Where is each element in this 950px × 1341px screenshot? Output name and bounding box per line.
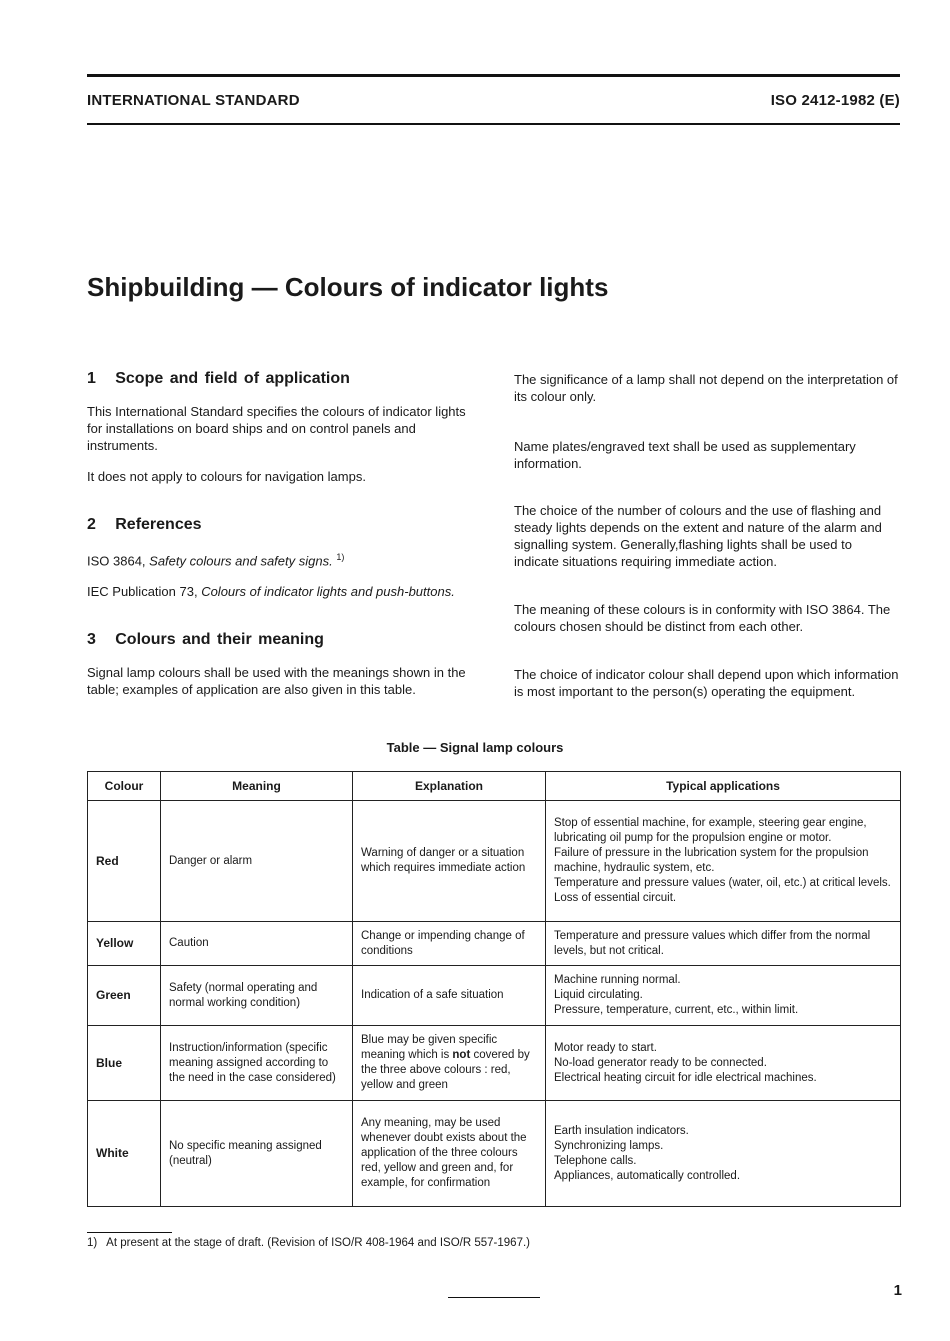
table-row-red — [88, 801, 901, 922]
application-line: Motor ready to start. — [554, 1041, 657, 1054]
application-line: Loss of essential circuit. — [554, 892, 677, 904]
explanation-text: Blue may be given specific meaning which is — [361, 1034, 498, 1061]
reference-2-title: Colours of indicator lights and push-buttons. — [201, 584, 455, 600]
applications-cell — [546, 966, 901, 1026]
colour-cell: Red — [88, 801, 161, 922]
application-line: Temperature and pressure values which differ from the normal levels, but not critical. — [554, 929, 871, 957]
explanation-cell: Change or impending change of conditions — [353, 922, 546, 966]
header-meaning: Meaning — [161, 772, 353, 801]
table-row-yellow — [88, 922, 901, 966]
applications-cell — [546, 1026, 901, 1101]
application-line: No-load generator ready to be connected. — [554, 1056, 767, 1069]
header-typical-applications: Typical applications — [546, 772, 901, 801]
table-row-blue — [88, 1026, 901, 1101]
section-1-heading: 1 Scope and field of application — [87, 370, 350, 387]
application-line: Telephone calls. — [554, 1154, 637, 1167]
colour-cell: Green — [88, 966, 161, 1026]
explanation-cell: Indication of a safe situation — [353, 966, 546, 1026]
application-line: Temperature and pressure values (water, oil, etc.) at critical levels. — [554, 877, 891, 889]
explanation-cell: Warning of danger or a situation which requires immediate action — [353, 801, 546, 922]
meaning-cell: Danger or alarm — [161, 801, 353, 922]
header-standard-number: ISO 2412-1982 (E) — [770, 92, 900, 109]
colour-cell: Yellow — [88, 922, 161, 966]
application-line: Appliances, automatically controlled. — [554, 1169, 741, 1182]
header-colour: Colour — [88, 772, 161, 801]
header-document-type: INTERNATIONAL STANDARD — [87, 92, 300, 109]
right-paragraph-3: The choice of the number of colours and the use of flashing and steady lights depends on the extent and nature of the alarm and signalling system. Generally,flashing lights shall be used to indicate situations requiring immediate action. — [514, 503, 882, 569]
table-row-white — [88, 1101, 901, 1207]
application-line: Earth insulation indicators. — [554, 1124, 689, 1137]
application-line: Pressure, temperature, current, etc., within limit. — [554, 1004, 799, 1016]
meaning-cell: Caution — [161, 922, 353, 966]
explanation-text: covered by the three above colours : red, yellow and green — [361, 1049, 530, 1091]
reference-1-code: ISO 3864, — [87, 553, 150, 569]
reference-2-code: IEC Publication 73, — [87, 584, 202, 600]
table-header-row — [88, 772, 901, 801]
colour-cell: White — [88, 1101, 161, 1207]
section-1-paragraph-2: It does not apply to colours for navigation lamps. — [87, 469, 366, 484]
applications-cell — [546, 1101, 901, 1207]
section-2-heading: 2 References — [87, 516, 202, 533]
header-explanation: Explanation — [353, 772, 546, 801]
left-column — [87, 369, 474, 698]
reference-1 — [87, 549, 474, 569]
right-paragraph-5: The choice of indicator colour shall depend upon which information is most important to the person(s) operating the equipment. — [514, 667, 899, 699]
explanation-emphasis: not — [452, 1049, 471, 1061]
page-title: Shipbuilding — Colours of indicator lights — [87, 272, 609, 302]
application-line: Stop of essential machine, for example, steering gear engine, lubricating oil pump for the propulsion engine or motor. — [554, 817, 867, 844]
footnote-rule — [87, 1232, 172, 1233]
right-column — [514, 371, 900, 700]
page-bottom-rule — [448, 1297, 540, 1298]
applications-cell — [546, 922, 901, 966]
explanation-cell: Any meaning, may be used whenever doubt exists about the application of the three colours red, yellow and green and, for example, for confirmation — [353, 1101, 546, 1207]
section-3-paragraph-1: Signal lamp colours shall be used with the meanings shown in the table; examples of application are also given in this table. — [87, 665, 466, 698]
footnote-marker: 1) — [336, 552, 345, 562]
explanation-cell — [353, 1026, 546, 1101]
header-bottom-rule — [87, 123, 900, 125]
table-caption: Table — Signal lamp colours — [386, 740, 564, 755]
applications-cell — [546, 801, 901, 922]
application-line: Machine running normal. — [554, 974, 681, 986]
section-1-paragraph-1: This International Standard specifies the colours of indicator lights for installations on board ships and on control panels and instruments. — [87, 404, 466, 453]
reference-2 — [87, 583, 474, 600]
application-line: Electrical heating circuit for idle electrical machines. — [554, 1071, 817, 1084]
right-paragraph-4: The meaning of these colours is in conformity with ISO 3864. The colours chosen should be distinct from each other. — [514, 602, 891, 634]
table-row-green — [88, 966, 901, 1026]
section-3-heading: 3 Colours and their meaning — [87, 631, 324, 649]
application-line: Failure of pressure in the lubrication system for the propulsion machine, hydraulic system, etc. — [554, 847, 869, 874]
application-line: Liquid circulating. — [554, 989, 643, 1001]
colour-cell: Blue — [88, 1026, 161, 1101]
right-paragraph-2: Name plates/engraved text shall be used as supplementary information. — [514, 439, 856, 471]
page-number: 1 — [893, 1282, 902, 1299]
header-top-rule — [87, 74, 900, 77]
footnote: 1) At present at the stage of draft. (Revision of ISO/R 408-1964 and ISO/R 557-1967.) — [87, 1237, 530, 1249]
application-line: Synchronizing lamps. — [554, 1139, 664, 1152]
right-paragraph-1: The significance of a lamp shall not depend on the interpretation of its colour only. — [514, 372, 898, 404]
meaning-cell: Safety (normal operating and normal working condition) — [161, 966, 353, 1026]
meaning-cell: No specific meaning assigned (neutral) — [161, 1101, 353, 1207]
meaning-cell: Instruction/information (specific meaning assigned according to the need in the case considered) — [161, 1026, 353, 1101]
signal-lamp-colours-table — [87, 771, 901, 1207]
reference-1-title: Safety colours and safety signs. — [149, 553, 333, 569]
